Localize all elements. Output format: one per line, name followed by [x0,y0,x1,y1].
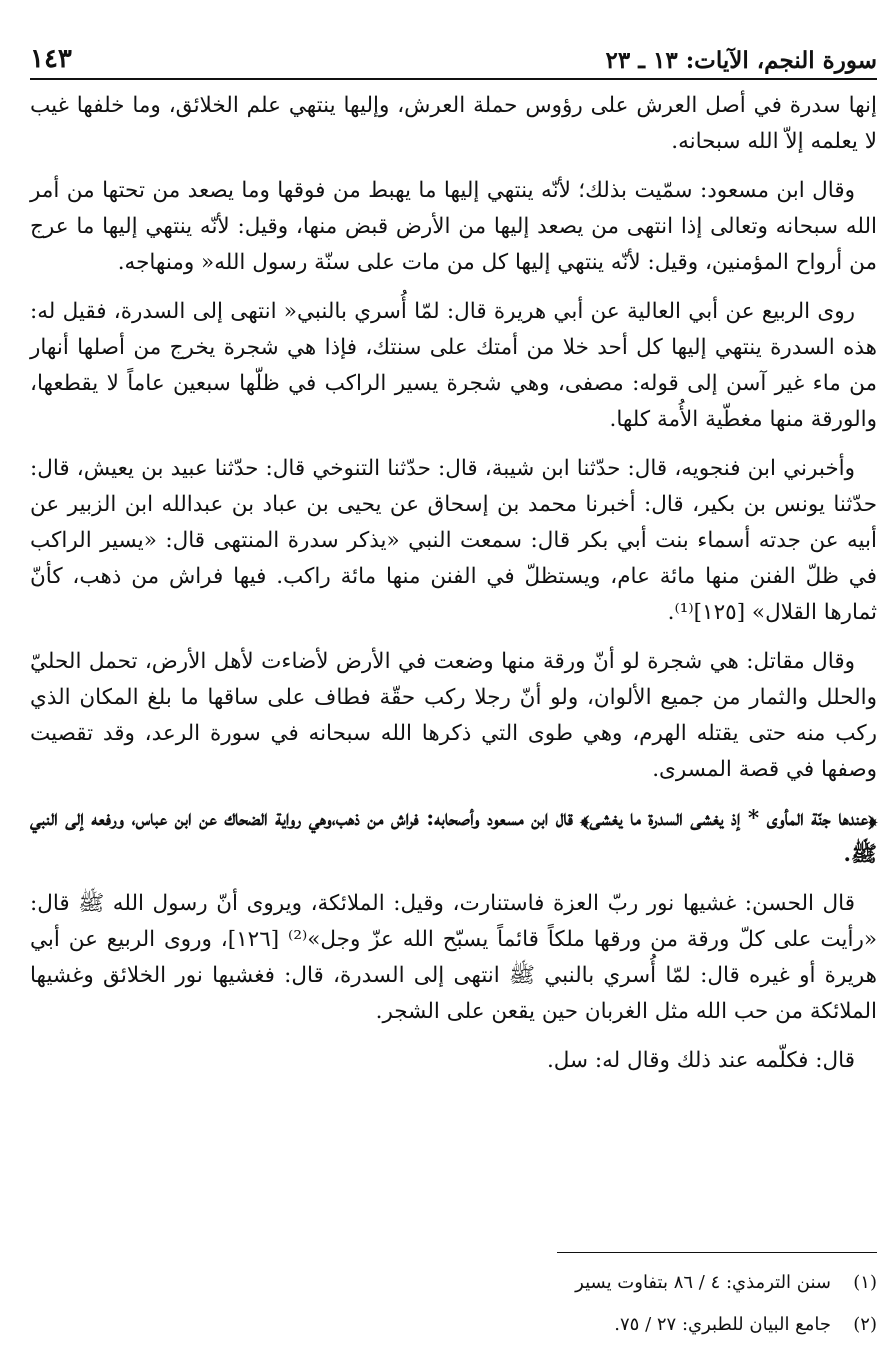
paragraph: قال الحسن: غشيها نور ربّ العزة فاستنارت، وقيل: الملائكة، ويروى أنّ رسول الله ﷺ قال: «رأيت على كلّ ورقة من ورقها ملكاً قائماً يسبّح الله عزّ وجل»⁽²⁾ [١٢٦]، وروى الربيع عن أبي هريرة أو غيره قال: لمّا أُسري بالنبي ﷺ انتهى إلى السدرة، قال: فغشيها نور الخلائق وغشيها الملائكة من حب الله مثل الغربان حين يقعن على الشجر. [30,891,877,1024]
header-rule [30,78,877,80]
footnote [30,1262,877,1304]
footnote-number: (١) [853,1272,877,1293]
footnote [30,1304,877,1346]
page-number: ١٤٣ [30,44,72,74]
footnote-text: سنن الترمذي: ٤ / ٨٦ بتفاوت يسير [575,1272,831,1293]
footnote-number: (٢) [853,1314,877,1335]
paragraph: وأخبرني ابن فنجويه، قال: حدّثنا ابن شيبة، قال: حدّثنا التنوخي قال: حدّثنا عبيد بن يعيش، قال: حدّثنا يونس بن بكير، قال: أخبرنا محمد بن إسحاق عن يحيى بن عباد بن عبدالله ابن الزبير عن أبيه عن جدته أسماء بنت أبي بكر قال: سمعت النبي «يذكر سدرة المنتهى قال: «يسير الراكب في ظلّ الفنن منها مائة عام، ويستظلّ في الفنن منها مائة راكب. فيها فراش من ذهب، كأنّ ثمارها القلال» [١٢٥]⁽¹⁾. [30,456,877,625]
footnotes [30,1262,877,1346]
paragraph: وقال ابن مسعود: سمّيت بذلك؛ لأنّه ينتهي إليها ما يهبط من فوقها وما يصعد من تحتها من أمر الله سبحانه وتعالى إذا انتهى من يصعد إليها من الأرض قبض منها، وقيل: لأنّه ينتهي إليها ما عرج من أرواح المؤمنين، وقيل: لأنّه ينتهي إليها كل من مات على سنّة رسول الله« ومنهاجه. [30,178,877,275]
footnote-text: جامع البيان للطبري: ٢٧ / ٧٥. [614,1314,831,1335]
paragraph: إنها سدرة في أصل العرش على رؤوس حملة العرش، وإليها ينتهي علم الخلائق، وما خلفها غيب لا يعلمه إلاّ الله سبحانه. [30,93,877,154]
running-header [30,30,877,74]
paragraph-quran-verse: ﴿عندها جنّة المأوى * إذ يغشى السدرة ما يغشى﴾ قال ابن مسعود وأصحابه: فراش من ذهب،وهي رواية الضحاك عن ابن عباس، ورفعه إلى النبي ﷺ. [30,806,877,867]
paragraph: روى الربيع عن أبي العالية عن أبي هريرة قال: لمّا أُسري بالنبي« انتهى إلى السدرة، فقيل له: هذه السدرة ينتهي إليها كل أحد خلا من أمتك على سنتك، فإذا هي شجرة يخرج من أصلها أنهار من ماء غير آسن إلى قوله: مصفى، وهي شجرة يسير الراكب في ظلّها سبعين عاماً لا يقطعها، والورقة منها مغطّية الأُمة كلها. [30,299,877,432]
footnote-rule [557,1252,877,1253]
running-title: سورة النجم، الآيات: ١٣ ـ ٢٣ [605,47,877,74]
paragraph: قال: فكلّمه عند ذلك وقال له: سل. [546,1048,855,1073]
main-text [30,88,877,1092]
paragraph: وقال مقاتل: هي شجرة لو أنّ ورقة منها وضعت في الأرض لأضاءت لأهل الأرض، تحمل الحليّ والحلل والثمار من جميع الألوان، ولو أنّ رجلا ركب حقّة فطاف على ساقها ما بلغ المكان الذي ركب منه حتى يقتله الهرم، وهي طوى التي ذكرها الله سبحانه في سورة الرعد، وقد تقصيت وصفها في قصة المسرى. [30,649,877,782]
